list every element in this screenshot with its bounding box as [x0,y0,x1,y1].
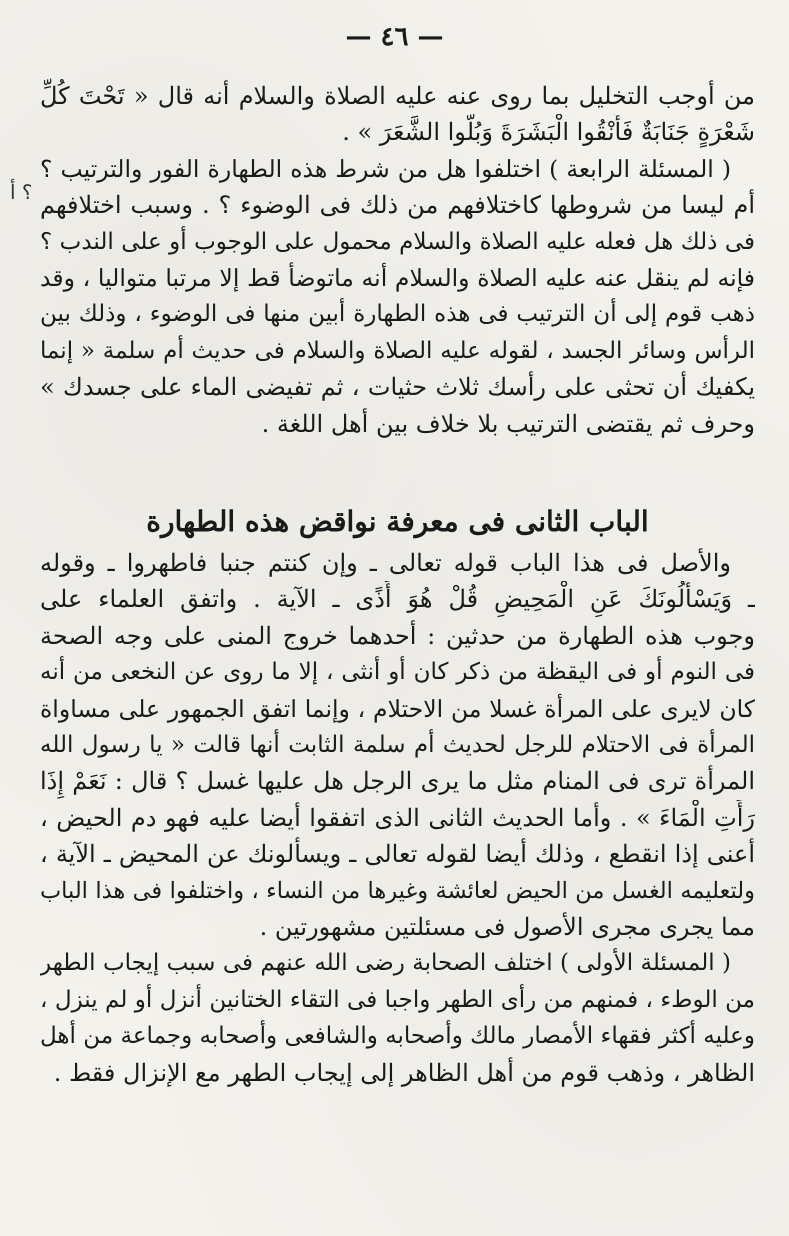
text-line: والأصل فى هذا الباب قوله تعالى ـ وإن كنتم جنبا فاطهروا ـ وقوله [40,549,731,577]
text-line: المرأة فى الاحتلام للرجل لحديث أم سلمة الثابت أنها قالت « يا رسول الله [40,732,755,759]
text-line: الظاهر ، وذهب قوم من أهل الظاهر إلى إيجاب الطهر مع الإنزال فقط . [53,1058,755,1087]
margin-mark: ؟ أ [10,180,33,204]
paragraph-block-1 [40,78,755,442]
text-line: كان لايرى على المرأة غسلا من الاحتلام ، وإنما اتفق الجمهور على مساواة [40,694,755,723]
text-line: ـ وَيَسْأَلُونَكَ عَنِ الْمَحِيضِ قُلْ هُوَ أَذًى ـ الآية . واتفق العلماء على [40,585,755,614]
page-number: — ٤٦ — [345,22,444,52]
text-line: ولتعليمه الغسل من الحيض لعائشة وغيرها من النساء ، واختلفوا فى هذا الباب [40,877,755,904]
text-line: ( المسئلة الرابعة ) اختلفوا هل من شرط هذه الطهارة الفور والترتيب ؟ [40,154,731,183]
text-line: وعليه أكثر فقهاء الأمصار مالك وأصحابه والشافعى وأصحابه وجماعة من أهل [40,1023,755,1050]
text-line: فى ذلك هل فعله عليه الصلاة والسلام محمول على الوجوب أو على الندب ؟ [40,228,755,255]
text-line: من أوجب التخليل بما روى عنه عليه الصلاة والسلام أنه قال « تَحْتَ كُلِّ [40,82,755,110]
paragraph-block-2 [40,545,755,1091]
text-line: ( المسئلة الأولى ) اختلف الصحابة رضى الله عنهم فى سبب إيجاب الطهر [40,950,731,977]
text-line: الرأس وسائر الجسد ، لقوله عليه الصلاة والسلام فى حديث أم سلمة « إنما [40,337,755,364]
text-line: أعنى إذا انقطع ، وذلك أيضا لقوله تعالى ـ ويسألونك عن المحيض ـ الآية ، [40,840,755,869]
text-line: أم ليسا من شروطها كاختلافهم من ذلك فى الوضوء ؟ . وسبب اختلافهم [40,191,755,220]
text-line: ذهب قوم إلى أن الترتيب فى هذه الطهارة أبين منها فى الوضوء ، وذلك بين [40,301,755,328]
text-line: وحرف ثم يقتضى الترتيب بلا خلاف بين أهل اللغة . [261,409,755,438]
text-line: فى النوم أو فى اليقظة من ذكر كان أو أنثى ، إلا ما روى عن النخعى من أنه [40,659,755,686]
text-line: يكفيك أن تحثى على رأسك ثلاث حثيات ، ثم تفيضى الماء على جسدك » [40,373,755,402]
text-line: فإنه لم ينقل عنه عليه الصلاة والسلام أنه ماتوضأ قط إلا مرتبا متواليا ، وقد [40,264,755,293]
text-line: شَعْرَةٍ جَنَابَةٌ فَأَنْقُوا الْبَشَرَةَ وَبُلُّوا الشَّعَرَ » . [342,118,755,147]
text-line: مما يجرى مجرى الأصول فى مسئلتين مشهورتين . [259,913,755,942]
text-line: رَأَتِ الْمَاءَ » . وأما الحديث الثانى الذى اتفقوا أيضا عليه فهو دم الحيض ، [40,803,755,832]
chapter-heading: الباب الثانى فى معرفة نواقض هذه الطهارة [146,505,649,538]
text-line: المرأة ترى فى المنام مثل ما يرى الرجل هل عليها غسل ؟ قال : نَعَمْ إِذَا [40,767,755,796]
text-line: من الوطء ، فمنهم من رأى الطهر واجبا فى التقاء الختانين أنزل أو لم ينزل ، [40,986,755,1013]
text-line: وجوب هذه الطهارة من حدثين : أحدهما خروج المنى على وجه الصحة [40,621,755,650]
